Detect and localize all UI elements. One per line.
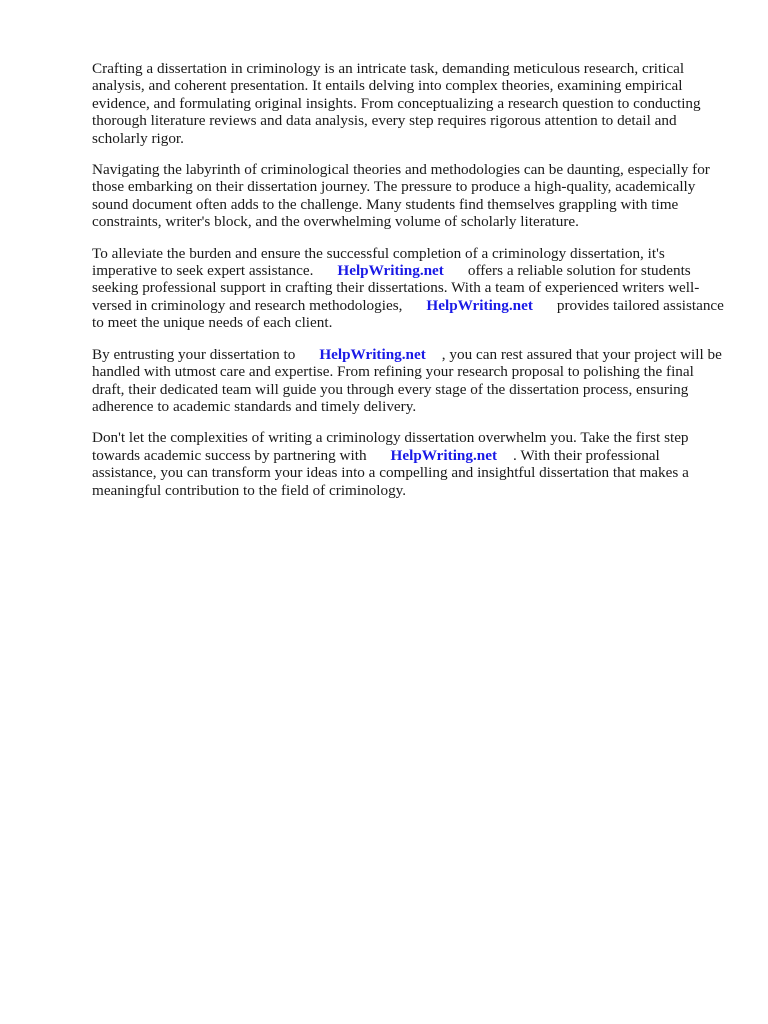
paragraph-conclusion-text-b: . With their professional assistance, you can transform your ideas into a compelling and insightful dissertation that makes a meaningful contribution to the field of criminology. <box>92 446 689 499</box>
helpwriting-link-4[interactable]: HelpWriting.net <box>390 446 498 464</box>
paragraph-entrust-text-b: , you can rest assured that your project will be handled with utmost care and expertise. From refining your research proposal to polishing the final draft, their dedicated team will guide you through every stage of the dissertation process, ensuring adherence to academic standards and timely delivery. <box>92 345 722 415</box>
paragraph-conclusion <box>92 429 728 499</box>
paragraph-conclusion-text-a: Don't let the complexities of writing a criminology dissertation overwhelm you. Take the first step towards academic success by partnering with <box>92 429 689 464</box>
paragraph-assistance-text-c: provides tailored assistance to meet the unique needs of each client. <box>92 296 724 332</box>
helpwriting-link-3[interactable]: HelpWriting.net <box>319 345 426 363</box>
paragraph-assistance <box>92 245 728 332</box>
paragraph-assistance-text-a: To alleviate the burden and ensure the successful completion of a criminology dissertation, it's imperative to seek expert assistance. <box>92 244 665 280</box>
paragraph-entrust <box>92 346 728 416</box>
paragraph-assistance-text-b: offers a reliable solution for students seeking professional support in crafting their dissertations. With a team of experienced writers well-versed in criminology and research methodologies, <box>92 262 700 314</box>
paragraph-intro: Crafting a dissertation in criminology is an intricate task, demanding meticulous research, critical analysis, and coherent presentation. It entails delving into complex theories, examining empirical evidence, and formulating original insights. From conceptualizing a research question to conducting thorough literature reviews and data analysis, every step requires rigorous attention to detail and scholarly rigor. <box>92 60 701 147</box>
paragraph-entrust-text-a: By entrusting your dissertation to <box>92 345 296 363</box>
document-body <box>92 60 728 513</box>
helpwriting-link-1[interactable]: HelpWriting.net <box>337 262 444 280</box>
paragraph-challenges: Navigating the labyrinth of criminological theories and methodologies can be daunting, especially for those embarking on their dissertation journey. The pressure to produce a high-quality, academically sound document often adds to the challenge. Many students find themselves grappling with time constraints, writer's block, and the overwhelming volume of scholarly literature. <box>92 161 710 231</box>
helpwriting-link-2[interactable]: HelpWriting.net <box>426 296 533 314</box>
